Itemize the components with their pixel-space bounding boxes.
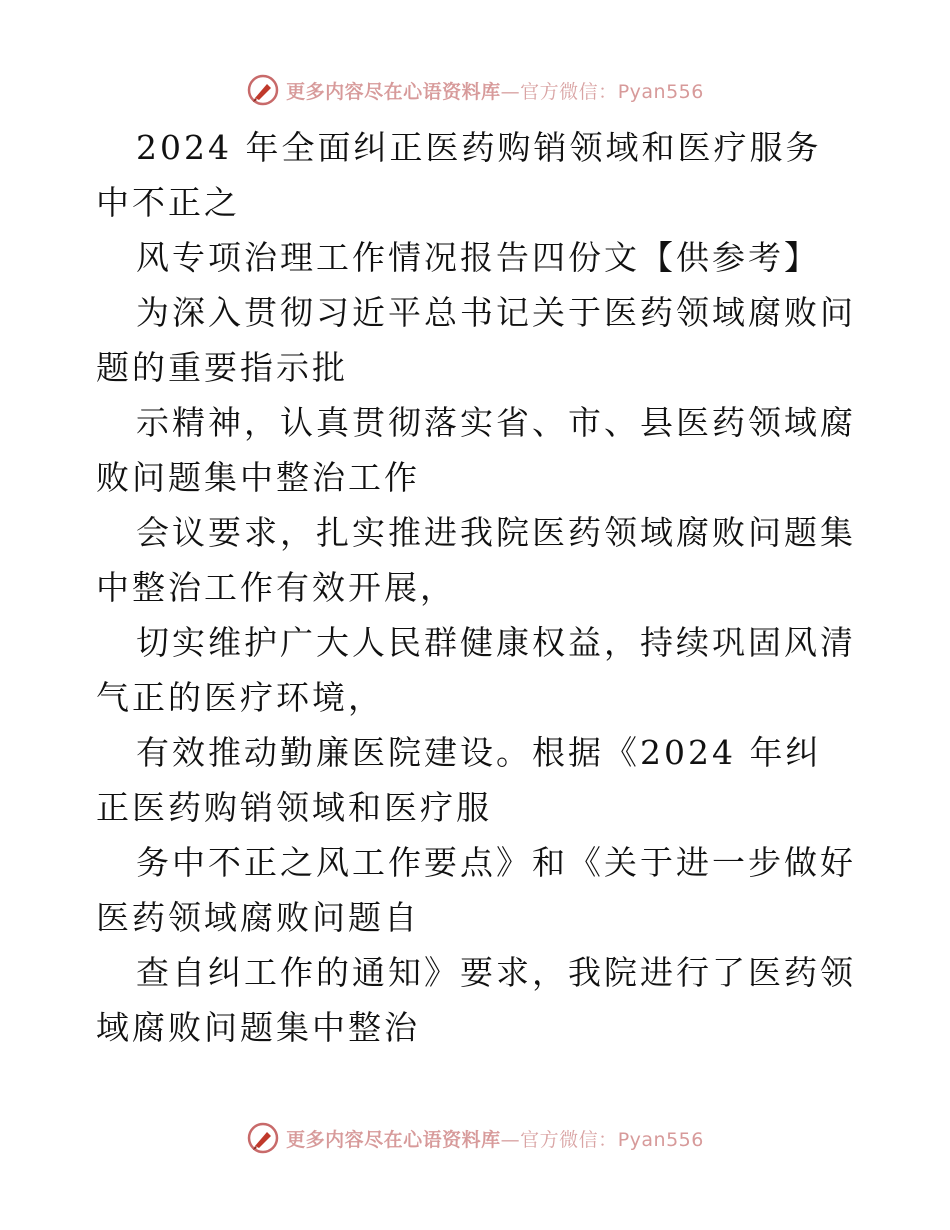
watermark-banner-top [0,70,950,110]
document-paragraph-2: 示精神，认真贯彻落实省、市、县医药领域腐败问题集中整治工作 [96,403,856,497]
document-paragraph-4: 切实维护广大人民群健康权益，持续巩固风清气正的医疗环境， [96,623,856,717]
watermark-text [286,1125,704,1152]
pen-logo-icon [246,73,280,107]
document-paragraph-7: 查自纠工作的通知》要求，我院进行了医药领域腐败问题集中整治 [96,953,856,1047]
watermark-banner-bottom [0,1118,950,1158]
watermark-contact-label: 官方微信： [520,1128,618,1151]
document-body [96,120,856,1055]
watermark-wechat-id: Pyan556 [617,1128,704,1151]
watermark-separator: — [500,80,521,103]
pen-logo-icon [246,1121,280,1155]
document-title-line-2: 风专项治理工作情况报告四份文【供参考】 [136,238,820,277]
document-paragraph-5: 有效推动勤廉医院建设。根据《2024 年纠正医药购销领域和医疗服 [96,733,822,827]
watermark-site-text: 更多内容尽在心语资料库 [286,80,501,103]
watermark-contact-label: 官方微信： [520,80,618,103]
document-title-line-1: 2024 年全面纠正医药购销领域和医疗服务中不正之 [96,128,822,222]
document-paragraph-6: 务中不正之风工作要点》和《关于进一步做好医药领域腐败问题自 [96,843,856,937]
document-paragraph-1: 为深入贯彻习近平总书记关于医药领域腐败问题的重要指示批 [96,293,856,387]
watermark-wechat-id: Pyan556 [617,80,704,103]
document-paragraph-3: 会议要求，扎实推进我院医药领域腐败问题集中整治工作有效开展， [96,513,856,607]
watermark-text [286,77,704,104]
watermark-site-text: 更多内容尽在心语资料库 [286,1128,501,1151]
watermark-separator: — [500,1128,521,1151]
